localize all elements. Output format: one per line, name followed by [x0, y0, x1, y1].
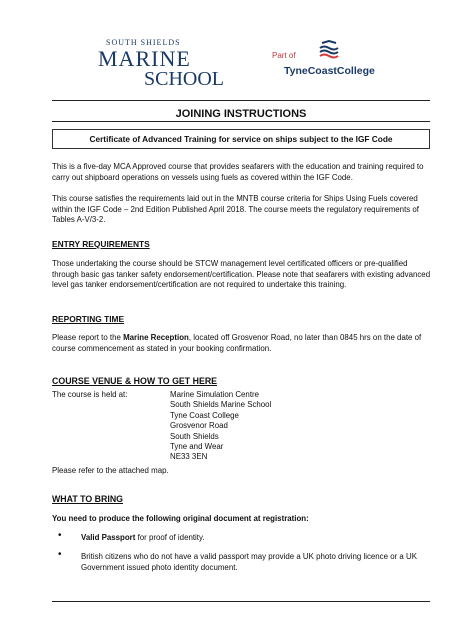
- map-note: Please refer to the attached map.: [52, 466, 169, 475]
- entry-requirements-text: Those undertaking the course should be STCW management level certificated officers or pre-qualified through basic gas tanker safety endorsement/certification. Please note that seafarers with existing advanced level gas tanker endorsement/certification are not required to undertake this training.: [52, 259, 431, 290]
- address-line: Grosvenor Road: [170, 421, 228, 431]
- ship-wave-icon: [318, 40, 340, 60]
- address-line: Tyne Coast College: [170, 410, 239, 420]
- bullet-icon: •: [58, 530, 62, 541]
- entry-requirements-heading: ENTRY REQUIREMENTS: [52, 239, 150, 249]
- intro-paragraph-1: This is a five-day MCA Approved course that provides seafarers with the education and training required to carry out shipboard operations on vessels using fuels as covered within the IGF Code.: [52, 162, 424, 182]
- bullet-alternative-id: British citizens who do not have a valid passport may provide a UK photo driving licence or a UK Government issued photo identity document.: [81, 552, 417, 572]
- venue-address: [170, 390, 271, 463]
- college-name: TyneCoastCollege: [284, 65, 375, 77]
- reporting-time-heading: REPORTING TIME: [52, 314, 125, 324]
- top-rule: [52, 100, 430, 101]
- course-subtitle: Certificate of Advanced Training for service on ships subject to the IGF Code: [52, 129, 430, 149]
- address-line: Tyne and Wear: [170, 442, 224, 452]
- bullet-passport: Valid Passport for proof of identity.: [81, 533, 205, 542]
- logo-line-1: SOUTH SHIELDS: [106, 38, 181, 47]
- address-line: NE33 3EN: [170, 452, 208, 462]
- bullet-icon: •: [58, 549, 62, 560]
- address-line: Marine Simulation Centre: [170, 390, 260, 399]
- what-to-bring-heading: WHAT TO BRING: [52, 494, 124, 504]
- address-line: South Shields: [170, 431, 219, 441]
- logo-line-2: MARINE: [98, 46, 191, 71]
- tyne-coast-college-logo: [272, 38, 422, 78]
- valid-passport-label: Valid Passport: [81, 533, 136, 542]
- bring-intro: You need to produce the following original document at registration:: [52, 514, 309, 523]
- bottom-rule: [52, 601, 430, 602]
- marine-reception-label: Marine Reception: [123, 333, 189, 342]
- south-shields-marine-school-logo: [96, 38, 225, 92]
- venue-label: The course is held at:: [52, 390, 128, 399]
- course-venue-heading: COURSE VENUE & HOW TO GET HERE: [52, 376, 218, 386]
- intro-paragraph-2: This course satisfies the requirements laid out in the MNTB course criteria for Ships Using Fuels covered within the IGF Code – 2nd Edition Published April 2018. The course meets the regulatory requirements of Tables A-V/3-2.: [52, 194, 419, 225]
- title-rule: [52, 121, 430, 122]
- logo-line-3: SCHOOL: [144, 68, 225, 90]
- part-of-label: Part of: [272, 51, 296, 60]
- address-line: South Shields Marine School: [170, 400, 272, 410]
- page-title: JOINING INSTRUCTIONS: [175, 108, 307, 120]
- reporting-time-text: Please report to the Marine Reception, located off Grosvenor Road, no later than 0845 hrs on the date of course commencement as stated in your booking confirmation.: [52, 333, 422, 353]
